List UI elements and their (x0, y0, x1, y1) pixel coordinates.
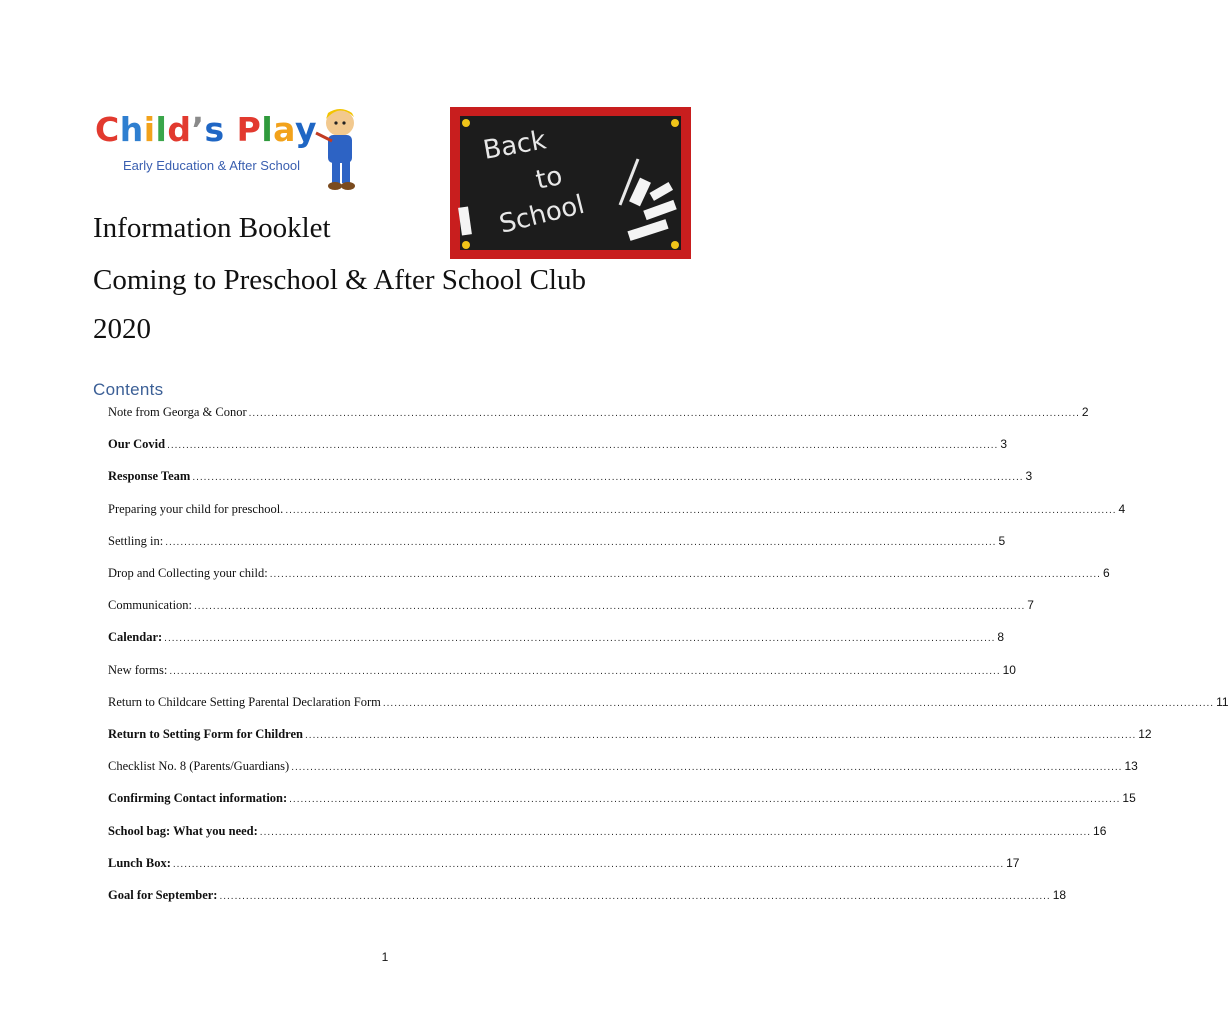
toc-entry[interactable] (108, 469, 1033, 487)
toc-dot-leader: ............................................................................................................................................................................................................................ (291, 762, 1123, 774)
toc-dot-leader: ............................................................................................................................................................................................................................ (289, 794, 1121, 806)
toc-entry-page[interactable]: 15 (1122, 791, 1136, 806)
chalk-text-back: Back (481, 125, 549, 166)
toc-entry[interactable] (108, 759, 1138, 777)
toc-entry-page[interactable]: 17 (1006, 855, 1020, 870)
toc-dot-leader: ............................................................................................................................................................................................................................ (172, 858, 1005, 870)
toc-dot-leader: ............................................................................................................................................................................................................................ (285, 504, 1117, 516)
toc-dot-leader: ............................................................................................................................................................................................................................ (269, 569, 1101, 580)
toc-entry[interactable] (108, 630, 1005, 648)
toc-dot-leader: ............................................................................................................................................................................................................................ (259, 826, 1092, 838)
toc-entry-page[interactable]: 6 (1102, 566, 1110, 580)
toc-entry-label[interactable]: Goal for September: (108, 888, 218, 902)
toc-entry[interactable] (108, 727, 1152, 745)
toc-dot-leader: ............................................................................................................................................................................................................................ (382, 697, 1215, 709)
toc-entry-page[interactable]: 12 (1138, 727, 1152, 741)
logo-play-letter: l (261, 110, 274, 149)
toc-entry[interactable] (108, 888, 1067, 906)
contents-heading: Contents (93, 380, 164, 399)
toc-dot-leader: ............................................................................................................................................................................................................................ (305, 730, 1137, 741)
toc-entry-label[interactable]: Drop and Collecting your child: (108, 566, 268, 580)
toc-entry-page[interactable]: 3 (1025, 469, 1033, 484)
toc-entry-label[interactable]: Lunch Box: (108, 855, 171, 870)
toc-dot-leader: ............................................................................................................................................................................................................................ (192, 472, 1024, 484)
logo-word-childs (95, 110, 225, 149)
board-pin-icon (671, 241, 679, 249)
toc-entry-page[interactable]: 5 (998, 533, 1006, 548)
logo-space (225, 110, 237, 149)
toc-entry-label[interactable]: Return to Setting Form for Children (108, 727, 304, 741)
booklet-title: Information Booklet (93, 212, 331, 244)
logo-childs-letter: h (119, 110, 144, 149)
toc-dot-leader: ............................................................................................................................................................................................................................ (164, 633, 996, 645)
toc-entry[interactable] (108, 791, 1136, 809)
booklet-subtitle: Coming to Preschool & After School Club (93, 264, 586, 296)
toc-entry[interactable] (108, 566, 1110, 584)
toc-entry-page[interactable]: 13 (1124, 759, 1138, 774)
toc-entry-page[interactable]: 2 (1081, 405, 1089, 419)
logo-wordmark (95, 110, 317, 149)
toc-entry[interactable] (108, 437, 1007, 455)
logo-childs-letter: ’ (191, 110, 205, 149)
toc-entry[interactable] (108, 598, 1034, 616)
toc-entry-page[interactable]: 3 (1000, 437, 1007, 452)
booklet-year: 2020 (93, 313, 151, 345)
toc-entry-label[interactable]: Response Team (108, 469, 191, 484)
toc-entry[interactable] (108, 405, 1089, 423)
boy-mascot-icon (310, 105, 368, 195)
toc-entry-label[interactable]: Return to Childcare Setting Parental Declaration Form (108, 694, 381, 709)
toc-entry-label[interactable]: Note from Georga & Conor (108, 405, 247, 419)
toc-entry-label[interactable]: Our Covid (108, 437, 166, 452)
toc-entry-label[interactable]: Confirming Contact information: (108, 791, 288, 806)
logo-childs-letter: i (143, 110, 156, 149)
toc-entry-page[interactable]: 7 (1027, 598, 1034, 613)
childs-play-logo (95, 100, 355, 195)
toc-entry-label[interactable]: Calendar: (108, 630, 163, 645)
toc-entry-page[interactable]: 10 (1002, 662, 1016, 677)
logo-play-letter: a (273, 110, 295, 149)
toc-dot-leader: ............................................................................................................................................................................................................................ (194, 601, 1026, 613)
toc-dot-leader: ............................................................................................................................................................................................................................ (248, 408, 1080, 419)
toc-entry-label[interactable]: Preparing your child for preschool. (108, 501, 284, 516)
toc-entry-label[interactable]: Checklist No. 8 (Parents/Guardians) (108, 759, 290, 774)
toc-dot-leader: ............................................................................................................................................................................................................................ (219, 891, 1051, 902)
page-number: 1 (381, 950, 389, 964)
toc-entry[interactable] (108, 662, 1016, 681)
toc-entry-page[interactable]: 16 (1093, 823, 1107, 838)
toc-entry-page[interactable]: 4 (1118, 501, 1126, 516)
toc-entry-label[interactable]: New forms: (108, 662, 168, 677)
logo-childs-letter: C (95, 110, 120, 149)
board-pin-icon (462, 119, 470, 127)
logo-childs-letter: l (155, 110, 168, 149)
toc-entry-page[interactable]: 11 (1216, 694, 1229, 709)
toc-entry[interactable] (108, 533, 1006, 552)
toc-entry-page[interactable]: 8 (997, 630, 1005, 645)
toc-entry-label[interactable]: School bag: What you need: (108, 823, 258, 838)
logo-childs-letter: d (167, 110, 192, 149)
toc-entry-label[interactable]: Settling in: (108, 533, 164, 548)
logo-play-letter: y (294, 110, 317, 149)
toc-entry[interactable] (108, 823, 1107, 842)
toc-dot-leader: ............................................................................................................................................................................................................................ (165, 536, 997, 548)
toc-entry[interactable] (108, 694, 1229, 713)
toc-entry[interactable] (108, 501, 1126, 520)
toc-dot-leader: ............................................................................................................................................................................................................................ (167, 440, 999, 452)
chalk-text-school: School (496, 189, 588, 240)
toc-entry-label[interactable]: Communication: (108, 598, 193, 613)
toc-entry[interactable] (108, 855, 1020, 874)
logo-subtitle: Early Education & After School (123, 158, 301, 173)
toc-entry-page[interactable]: 18 (1052, 888, 1067, 902)
toc-dot-leader: ............................................................................................................................................................................................................................ (169, 665, 1001, 677)
chalk-text-to: to (533, 161, 565, 196)
back-to-school-chalkboard (450, 107, 691, 259)
logo-word-play (237, 110, 317, 149)
board-pin-icon (462, 241, 470, 249)
logo-play-letter: P (236, 110, 262, 149)
logo-childs-letter: s (204, 110, 225, 149)
board-pin-icon (671, 119, 679, 127)
